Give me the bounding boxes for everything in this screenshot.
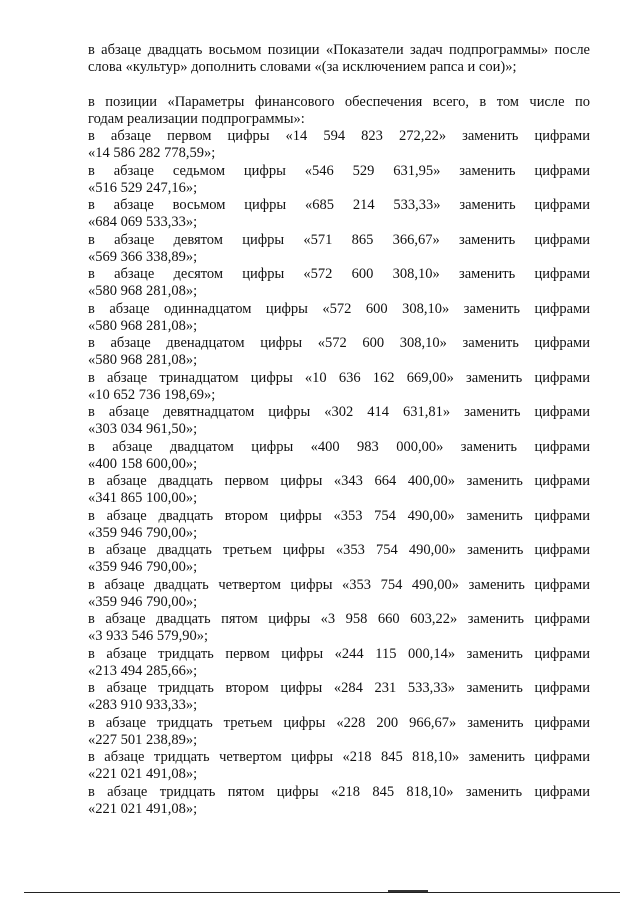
amendment-item xyxy=(64,577,590,611)
amendment-text: в абзаце двенадцатом цифры «572 600 308,10» заменить цифрами xyxy=(88,335,590,351)
amendment-new-value: «400 158 600,00»; xyxy=(88,455,198,472)
amendment-item xyxy=(64,370,590,404)
amendment-text: в абзаце седьмом цифры «546 529 631,95» заменить цифрами xyxy=(88,162,590,179)
amendment-text: в абзаце одиннадцатом цифры «572 600 308,10» заменить цифрами xyxy=(88,300,590,317)
amendment-text: в абзаце двадцатом цифры «400 983 000,00» заменить цифрами xyxy=(88,438,590,455)
amendment-text: в абзаце двадцать пятом цифры «3 958 660 603,22» заменить цифрами xyxy=(88,611,590,627)
amendment-new-value: «580 968 281,08»; xyxy=(88,283,198,299)
amendment-new-value: «14 586 282 778,59»; xyxy=(88,145,216,161)
footer-mark xyxy=(388,890,428,892)
amendment-new-value: «580 968 281,08»; xyxy=(88,317,198,334)
amendment-new-value: «359 946 790,00»; xyxy=(88,593,198,610)
amendment-item xyxy=(64,749,590,783)
amendment-item xyxy=(64,439,590,473)
amendment-item xyxy=(64,508,590,542)
paragraph-first-line: в абзаце двадцать восьмом позиции «Показатели задач подпрограммы» после xyxy=(88,42,590,58)
amendment-item xyxy=(64,542,590,576)
document-page xyxy=(64,40,590,818)
amendment-new-value: «359 946 790,00»; xyxy=(88,524,198,541)
amendment-new-value: «341 865 100,00»; xyxy=(88,490,198,506)
amendment-new-value: «569 366 338,89»; xyxy=(88,248,198,265)
amendment-new-value: «213 494 285,66»; xyxy=(88,662,198,679)
amendment-text: в абзаце тринадцатом цифры «10 636 162 669,00» заменить цифрами xyxy=(88,369,590,386)
amendment-item xyxy=(64,646,590,680)
intro-paragraph-1 xyxy=(64,42,590,76)
amendment-new-value: «221 021 491,08»; xyxy=(88,766,198,782)
amendment-item xyxy=(64,301,590,335)
amendment-item xyxy=(64,404,590,438)
amendment-new-value: «283 910 933,33»; xyxy=(88,697,198,713)
amendment-item xyxy=(64,128,590,162)
amendment-new-value: «227 501 238,89»; xyxy=(88,731,198,748)
amendment-new-value: «303 034 961,50»; xyxy=(88,421,198,437)
amendment-item xyxy=(64,163,590,197)
footer-divider xyxy=(24,892,620,893)
amendment-text: в абзаце тридцать втором цифры «284 231 533,33» заменить цифрами xyxy=(88,680,590,696)
paragraph-continuation: слова «культур» дополнить словами «(за исключением рапса и сои)»; xyxy=(88,59,517,75)
amendment-text: в абзаце тридцать первом цифры «244 115 000,14» заменить цифрами xyxy=(88,645,590,662)
amendment-item xyxy=(64,266,590,300)
amendment-new-value: «221 021 491,08»; xyxy=(88,800,198,817)
amendment-new-value: «359 946 790,00»; xyxy=(88,559,198,575)
intro-paragraph-2 xyxy=(64,94,590,128)
amendment-text: в абзаце первом цифры «14 594 823 272,22» заменить цифрами xyxy=(88,128,590,144)
amendment-item xyxy=(64,335,590,369)
amendment-item xyxy=(64,232,590,266)
amendment-new-value: «516 529 247,16»; xyxy=(88,179,198,196)
amendment-item xyxy=(64,784,590,818)
amendment-text: в абзаце двадцать первом цифры «343 664 400,00» заменить цифрами xyxy=(88,473,590,489)
paragraph-first-line: в позиции «Параметры финансового обеспечения всего, в том числе по xyxy=(88,94,590,110)
amendment-item xyxy=(64,611,590,645)
amendment-item xyxy=(64,680,590,714)
amendment-text: в абзаце двадцать втором цифры «353 754 490,00» заменить цифрами xyxy=(88,507,590,524)
amendment-new-value: «10 652 736 198,69»; xyxy=(88,386,216,403)
amendment-item xyxy=(64,715,590,749)
amendment-text: в абзаце восьмом цифры «685 214 533,33» заменить цифрами xyxy=(88,197,590,213)
amendment-text: в абзаце тридцать пятом цифры «218 845 818,10» заменить цифрами xyxy=(88,783,590,800)
amendment-text: в абзаце двадцать четвертом цифры «353 754 490,00» заменить цифрами xyxy=(88,576,590,593)
amendment-text: в абзаце тридцать третьем цифры «228 200 966,67» заменить цифрами xyxy=(88,714,590,731)
amendment-text: в абзаце десятом цифры «572 600 308,10» заменить цифрами xyxy=(88,266,590,282)
amendment-item xyxy=(64,473,590,507)
paragraph-continuation: годам реализации подпрограммы»: xyxy=(88,111,305,127)
amendment-item xyxy=(64,197,590,231)
amendment-text: в абзаце девятнадцатом цифры «302 414 631,81» заменить цифрами xyxy=(88,404,590,420)
amendment-text: в абзаце девятом цифры «571 865 366,67» заменить цифрами xyxy=(88,231,590,248)
amendment-text: в абзаце тридцать четвертом цифры «218 845 818,10» заменить цифрами xyxy=(88,749,590,765)
amendment-list xyxy=(64,128,590,818)
amendment-text: в абзаце двадцать третьем цифры «353 754 490,00» заменить цифрами xyxy=(88,542,590,558)
amendment-new-value: «3 933 546 579,90»; xyxy=(88,628,209,644)
amendment-new-value: «684 069 533,33»; xyxy=(88,214,198,230)
amendment-new-value: «580 968 281,08»; xyxy=(88,352,198,368)
